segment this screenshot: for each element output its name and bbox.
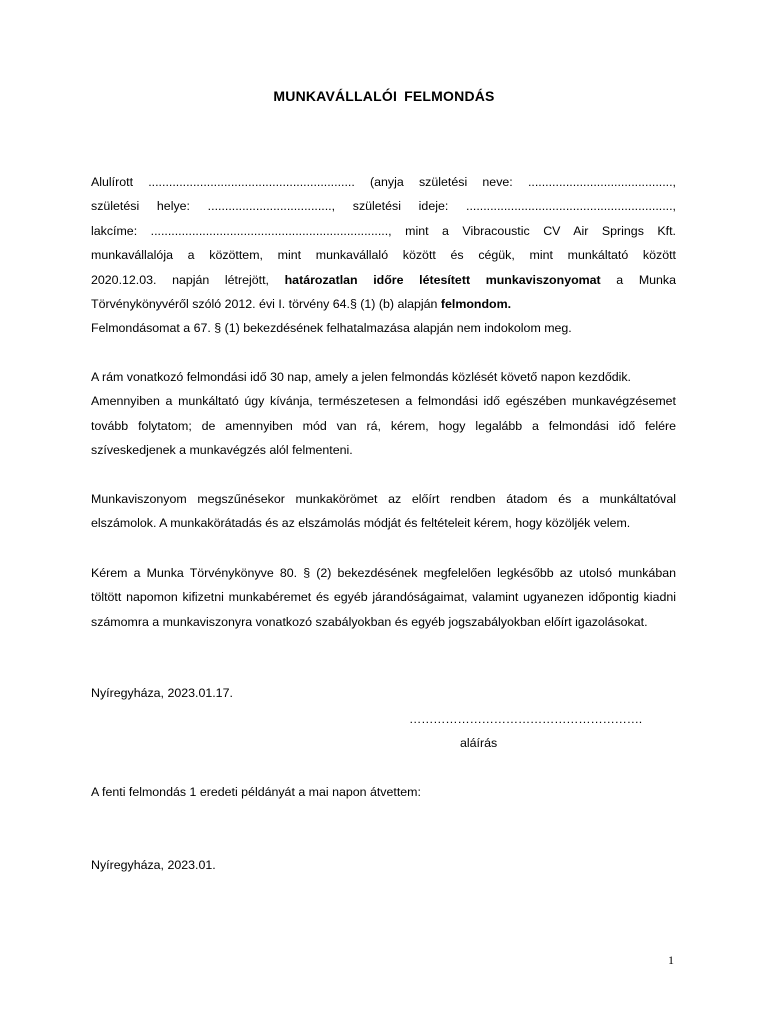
date-signed: Nyíregyháza, 2023.01.17. [91,686,233,700]
intro-line-1: Alulírott ............................................................ (anyja születési neve: .........................................., [91,175,676,189]
document-title: MUNKAVÁLLALÓI FELMONDÁS [273,88,495,104]
intro-line-5-start: 2020.12.03. napján létrejött, [91,272,285,287]
handover-paragraph: Munkaviszonyom megszűnésekor munkakörömet az előírt rendben átadom és a munkáltatóval elszámolok. A munkakörátadás és az elszámolás módját és feltételeit kérem, hogy közöljék velem. [91,492,676,531]
signature-label: aláírás [460,736,498,750]
intro-line-5 [91,268,676,292]
page-number: 1 [668,953,674,967]
intro-line-6 [91,292,676,316]
resignation-statement: felmondom. [440,297,512,312]
intro-line-5-end: a Munka [600,272,677,287]
intro-line-6-start: Törvénykönyvéről szóló 2012. évi I. törvény 64.§ (1) (b) alapján [91,297,441,312]
signature-line: …………………………………………………. [409,712,642,726]
contract-type: határozatlan időre létesített munkaviszonyomat [284,272,601,287]
receipt-acknowledgement: A fenti felmondás 1 eredeti példányát a mai napon átvettem: [91,785,421,799]
notice-period-rest: Amennyiben a munkáltató úgy kívánja, természetesen a felmondási idő egészében munkavégzésemet tovább folytatom; de amennyiben mód van rá, kérem, hogy legalább a felmondási idő felére szíveskedjenek a munkavégzés alól felmenteni. [91,394,676,458]
intro-line-2: születési helye: ...................................., születési ideje: ............................................................, [91,199,676,214]
notice-period-line-1: A rám vonatkozó felmondási idő 30 nap, amely a jelen felmondás közlését követő napon kezdődik. [91,370,632,384]
payment-paragraph: Kérem a Munka Törvénykönyve 80. § (2) bekezdésének megfelelően legkésőbb az utolsó munkában töltött napomon kifizetni munkabéremet és egyéb járandóságaimat, valamint ugyanezen időpontig kiadni számomra a munkaviszonyra vonatkozó szabályokban és egyéb jogszabályokban előírt igazolásokat. [91,566,676,629]
intro-line-7: Felmondásomat a 67. § (1) bekezdésének felhatalmazása alapján nem indokolom meg. [91,321,572,336]
notice-period-paragraph [91,365,676,463]
intro-paragraph [91,170,676,341]
intro-line-3: lakcíme: ....................................................................., mint a Vibracoustic CV Air Springs Kft. [91,223,676,238]
date-received: Nyíregyháza, 2023.01. [91,858,216,872]
intro-line-4: munkavállalója a közöttem, mint munkavállaló között és cégük, mint munkáltató között [91,248,676,263]
